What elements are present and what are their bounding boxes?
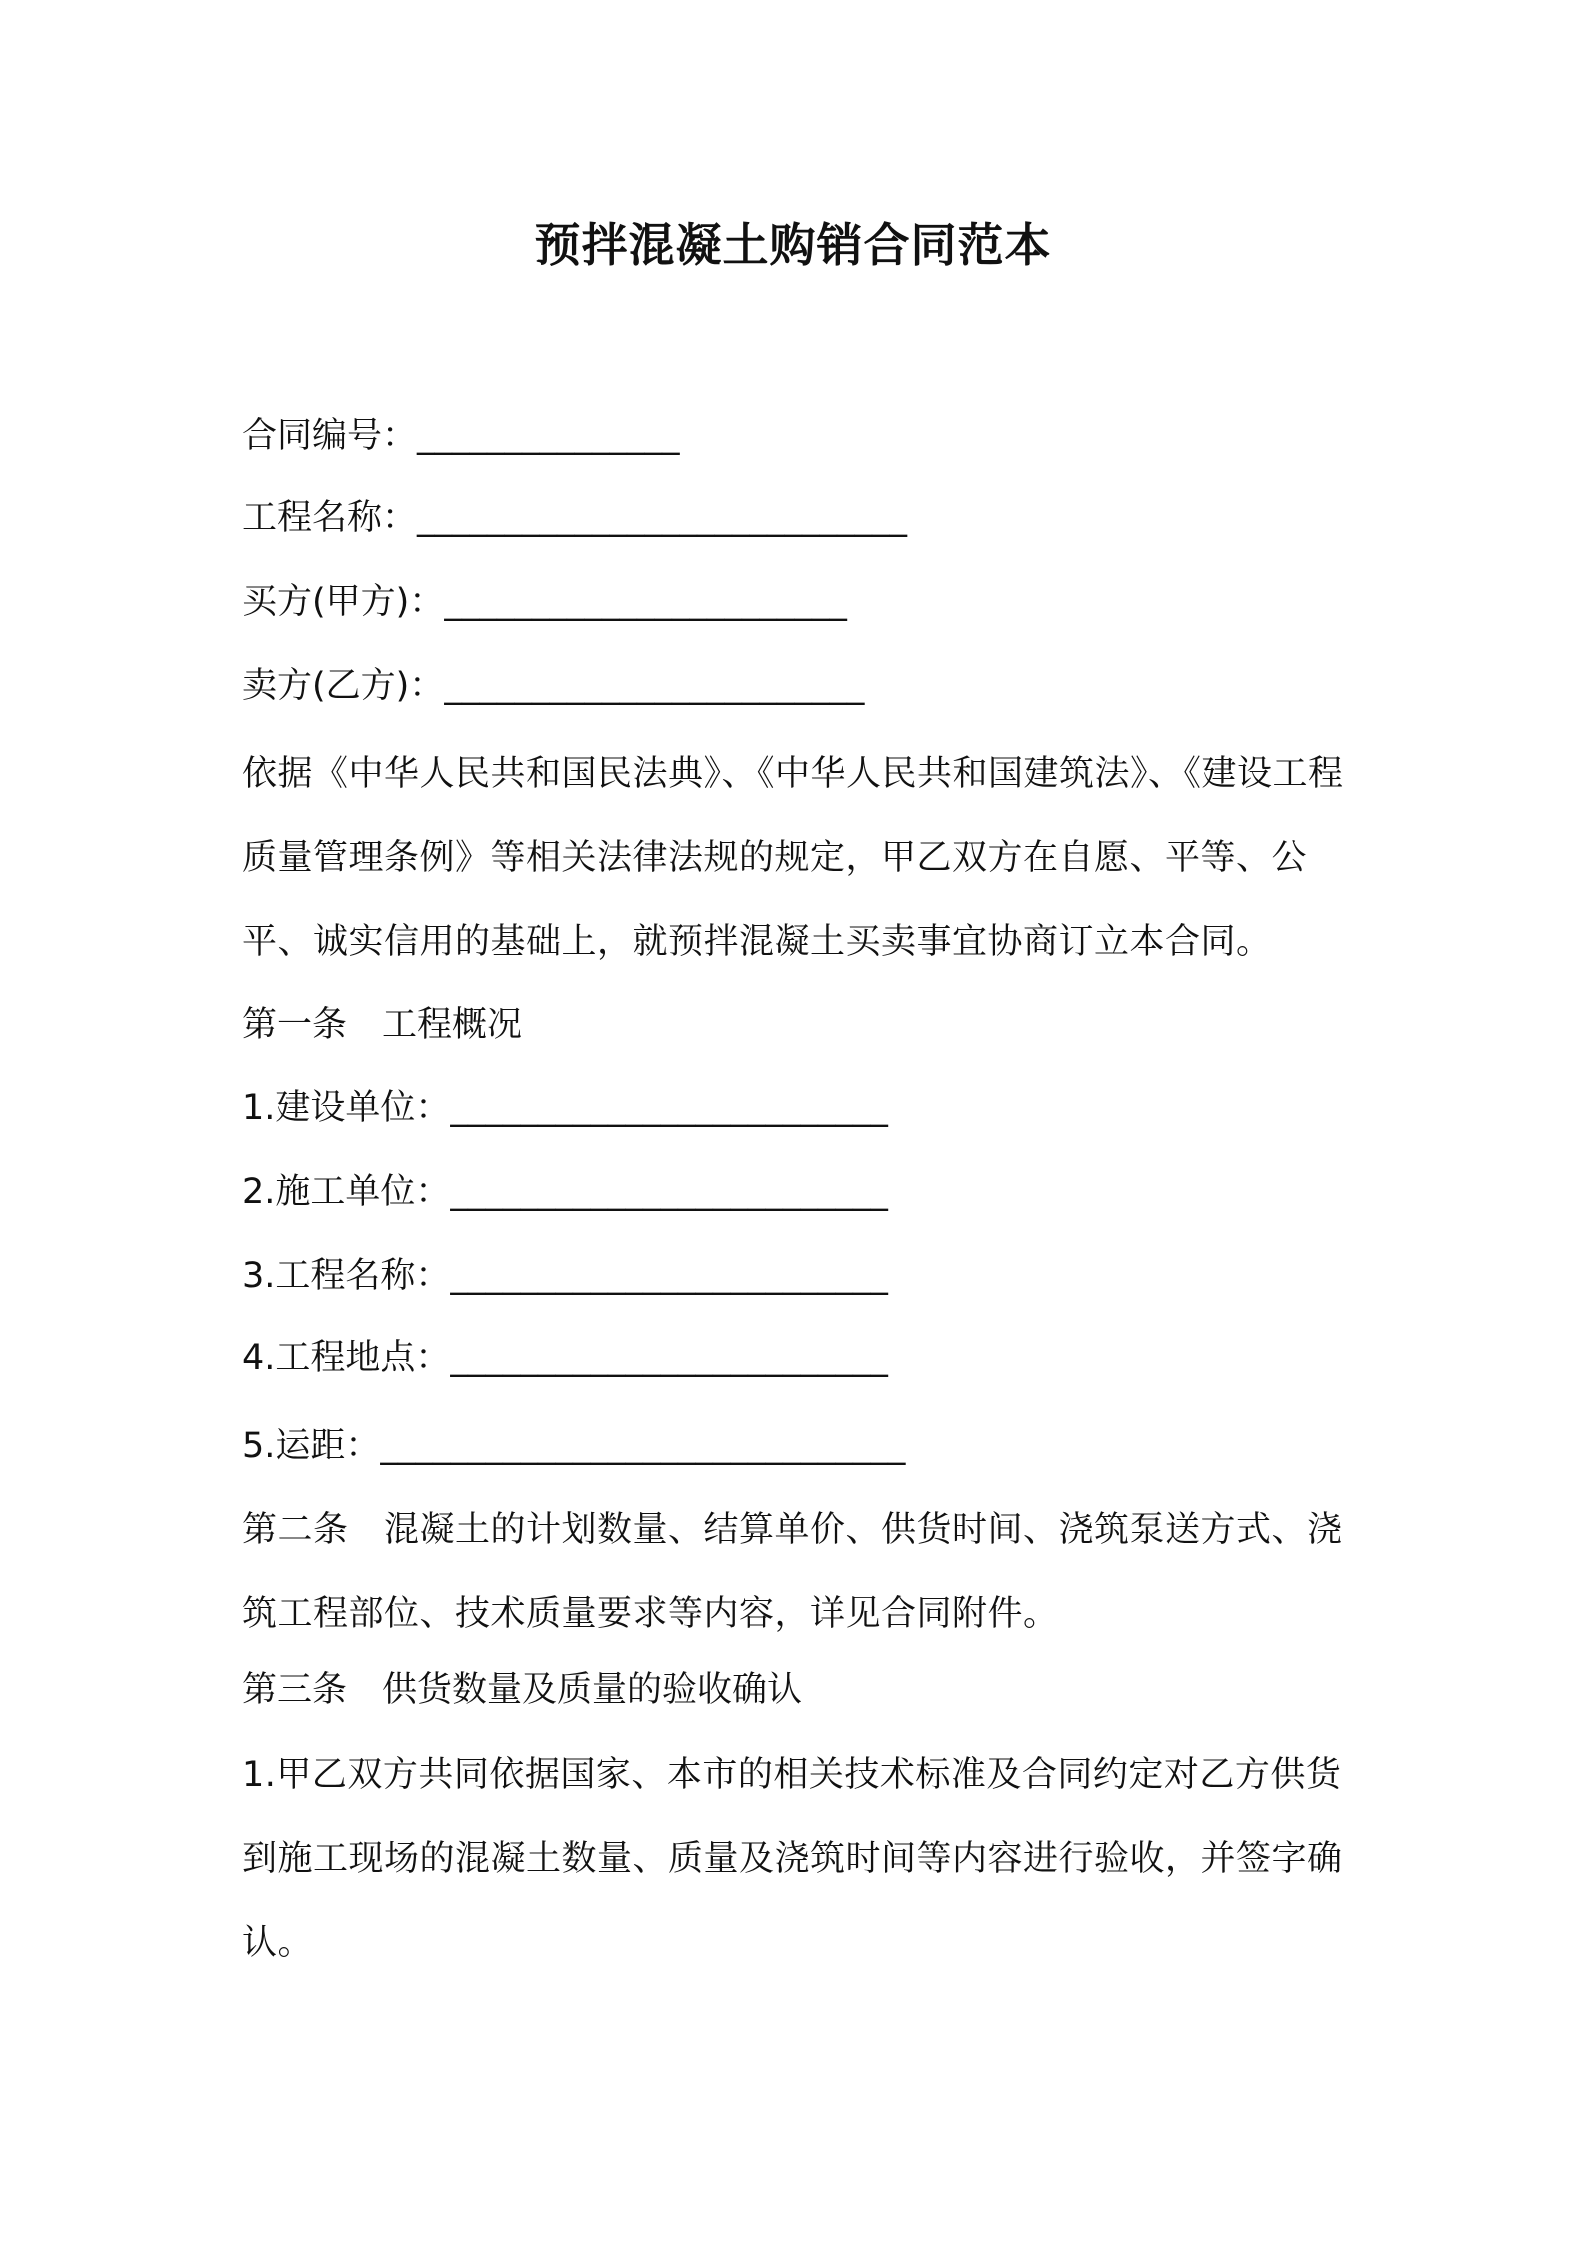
field-label: 卖方(乙方)：: [242, 666, 445, 706]
document-title: 预拌混凝土购销合同范本: [534, 218, 1052, 272]
field-label: 5.运距：: [242, 1426, 381, 1466]
preamble-paragraph: 依据《中华人民共和国民法典》、《中华人民共和国建筑法》、《建设工程质量管理条例》等相关法律法规的规定，甲乙双方在自愿、平等、公平、诚实信用的基础上，就预拌混凝土买卖事宜协商订立本合同。: [242, 754, 1344, 962]
transport-distance-field: [242, 1421, 905, 1471]
field-label: 4.工程地点：: [242, 1338, 451, 1378]
article-3-clause-1: 1.甲乙双方共同依据国家、本市的相关技术标准及合同约定对乙方供货到施工现场的混凝土数量、质量及浇筑时间等内容进行验收，并签字确认。: [242, 1755, 1343, 1963]
field-label: 2.施工单位：: [242, 1172, 451, 1212]
article-3-heading: 第三条 供货数量及质量的验收确认: [242, 1670, 803, 1710]
construction-unit-field: [242, 1083, 888, 1133]
contract-number-field: [242, 411, 680, 461]
seller-field: [242, 661, 864, 711]
field-blank[interactable]: _______________: [417, 416, 680, 456]
builder-unit-field: [242, 1167, 888, 1217]
project-location-field: [242, 1333, 888, 1383]
project-name-item-field: [242, 1251, 888, 1301]
field-blank[interactable]: _________________________: [450, 1256, 888, 1296]
article-1-heading: 第一条 工程概况: [242, 1005, 523, 1045]
article-2-paragraph: 第二条 混凝土的计划数量、结算单价、供货时间、浇筑泵送方式、浇筑工程部位、技术质量要求等内容，详见合同附件。: [242, 1510, 1343, 1634]
field-blank[interactable]: _________________________: [450, 1088, 888, 1128]
buyer-field: [242, 577, 847, 627]
field-blank[interactable]: ________________________: [444, 666, 865, 706]
field-blank[interactable]: _______________________: [444, 582, 847, 622]
project-name-field: [242, 493, 907, 543]
field-blank[interactable]: ______________________________: [380, 1426, 906, 1466]
field-label: 1.建设单位：: [242, 1088, 451, 1128]
field-blank[interactable]: _________________________: [450, 1338, 888, 1378]
field-blank[interactable]: _________________________: [450, 1172, 888, 1212]
field-label: 3.工程名称：: [242, 1256, 451, 1296]
field-label: 合同编号：: [242, 416, 418, 456]
field-label: 工程名称：: [242, 498, 418, 538]
field-label: 买方(甲方)：: [242, 582, 445, 622]
field-blank[interactable]: ____________________________: [417, 498, 908, 538]
